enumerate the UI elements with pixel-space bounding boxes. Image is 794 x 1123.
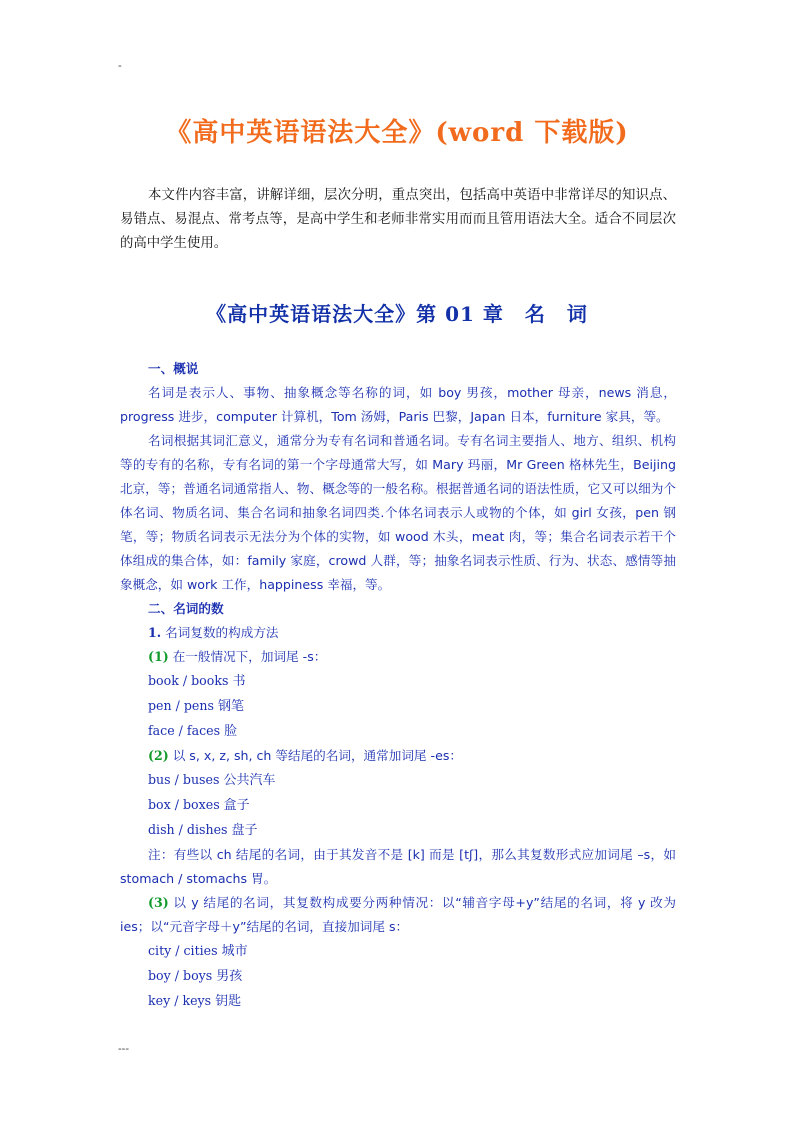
example-item bbox=[120, 793, 676, 818]
rule-text: 以 s, x, z, sh, ch 等结尾的名词，通常加词尾 -es： bbox=[172, 748, 462, 763]
rule-1 bbox=[120, 645, 676, 669]
subsection-title: 名词复数的构成方法 bbox=[165, 625, 279, 640]
example-item bbox=[120, 694, 676, 719]
example-chinese: 男孩 bbox=[216, 969, 243, 984]
example-english: boy / boys bbox=[148, 968, 217, 983]
example-item bbox=[120, 989, 676, 1014]
overview-paragraph-1: 名词是表示人、事物、抽象概念等名称的词，如 boy 男孩，mother 母亲，news 消息，progress 进步，computer 计算机，Tom 汤姆，Paris 巴黎，Japan 日本，furniture 家具，等。 bbox=[120, 385, 676, 424]
example-english: bus / buses bbox=[148, 772, 224, 787]
rule-number: (3) bbox=[148, 895, 169, 910]
rule-3 bbox=[120, 891, 676, 939]
header-mark: - bbox=[118, 60, 122, 72]
example-item bbox=[120, 964, 676, 989]
overview-paragraph-2: 名词根据其词汇意义，通常分为专有名词和普通名词。专有名词主要指人、地方、组织、机构等的专有的名称，专有名词的第一个字母通常大写，如 Mary 玛丽，Mr Green 格林先生，Beijing 北京，等；普通名词通常指人、物、概念等的一般名称。根据普通名词的语法性质，它又可以细为个体名词、物质名词、集合名词和抽象名词四类.个体名词表示人或物的个体，如 girl 女孩，pen 钢笔，等；物质名词表示无法分为个体的实物，如 wood 木头，meat 肉，等；集合名词表示若干个体组成的集合体，如：family 家庭，crowd 人群，等；抽象名词表示性质、行为、状态、感情等抽象概念，如 work 工作，happiness 幸福，等。 bbox=[120, 433, 676, 592]
rule-number: (1) bbox=[148, 649, 169, 664]
subsection-number: 1. bbox=[148, 625, 162, 640]
example-item bbox=[120, 818, 676, 843]
rule-2 bbox=[120, 744, 676, 768]
rule-text: 在一般情况下，加词尾 -s： bbox=[172, 649, 327, 664]
chapter-body bbox=[120, 357, 676, 1014]
example-chinese: 书 bbox=[232, 674, 246, 689]
document-title: 《高中英语语法大全》(word 下载版) bbox=[165, 118, 629, 148]
example-english: dish / dishes bbox=[148, 822, 232, 837]
chapter-title: 《高中英语语法大全》第 01 章 名 词 bbox=[206, 302, 588, 326]
example-english: box / boxes bbox=[148, 797, 224, 812]
section-heading-overview: 一、概说 bbox=[148, 361, 199, 376]
example-item bbox=[120, 768, 676, 793]
example-chinese: 盘子 bbox=[231, 823, 258, 838]
example-item bbox=[120, 939, 676, 964]
example-english: face / faces bbox=[148, 723, 225, 738]
example-chinese: 盒子 bbox=[223, 798, 250, 813]
rule-number: (2) bbox=[148, 748, 169, 763]
subsection-heading-plural bbox=[120, 621, 676, 645]
section-heading-number: 二、名词的数 bbox=[148, 601, 224, 616]
example-english: key / keys bbox=[148, 993, 216, 1008]
example-chinese: 脸 bbox=[224, 724, 238, 739]
intro-paragraph: 本文件内容丰富，讲解详细，层次分明，重点突出，包括高中英语中非常详尽的知识点、易错点、易混点、常考点等，是高中学生和老师非常实用而而且管用语法大全。适合不同层次的高中学生使用。 bbox=[120, 188, 676, 251]
rule-2-note: 注：有些以 ch 结尾的名词，由于其发音不是 [k] 而是 [tʃ]，那么其复数形式应加词尾 –s，如 stomach / stomachs 胃。 bbox=[120, 847, 676, 886]
rule-text: 以 y 结尾的名词，其复数构成要分两种情况：以“辅音字母+y”结尾的名词，将 y 改为 ies；以“元音字母＋y”结尾的名词，直接加词尾 s： bbox=[120, 895, 676, 934]
example-chinese: 城市 bbox=[221, 944, 248, 959]
example-item bbox=[120, 719, 676, 744]
example-english: book / books bbox=[148, 673, 233, 688]
example-chinese: 钥匙 bbox=[215, 994, 242, 1009]
footer-mark: --- bbox=[118, 1043, 129, 1055]
example-english: city / cities bbox=[148, 943, 222, 958]
example-chinese: 公共汽车 bbox=[223, 773, 276, 788]
example-item bbox=[120, 669, 676, 694]
example-english: pen / pens bbox=[148, 698, 218, 713]
example-chinese: 钢笔 bbox=[217, 699, 244, 714]
